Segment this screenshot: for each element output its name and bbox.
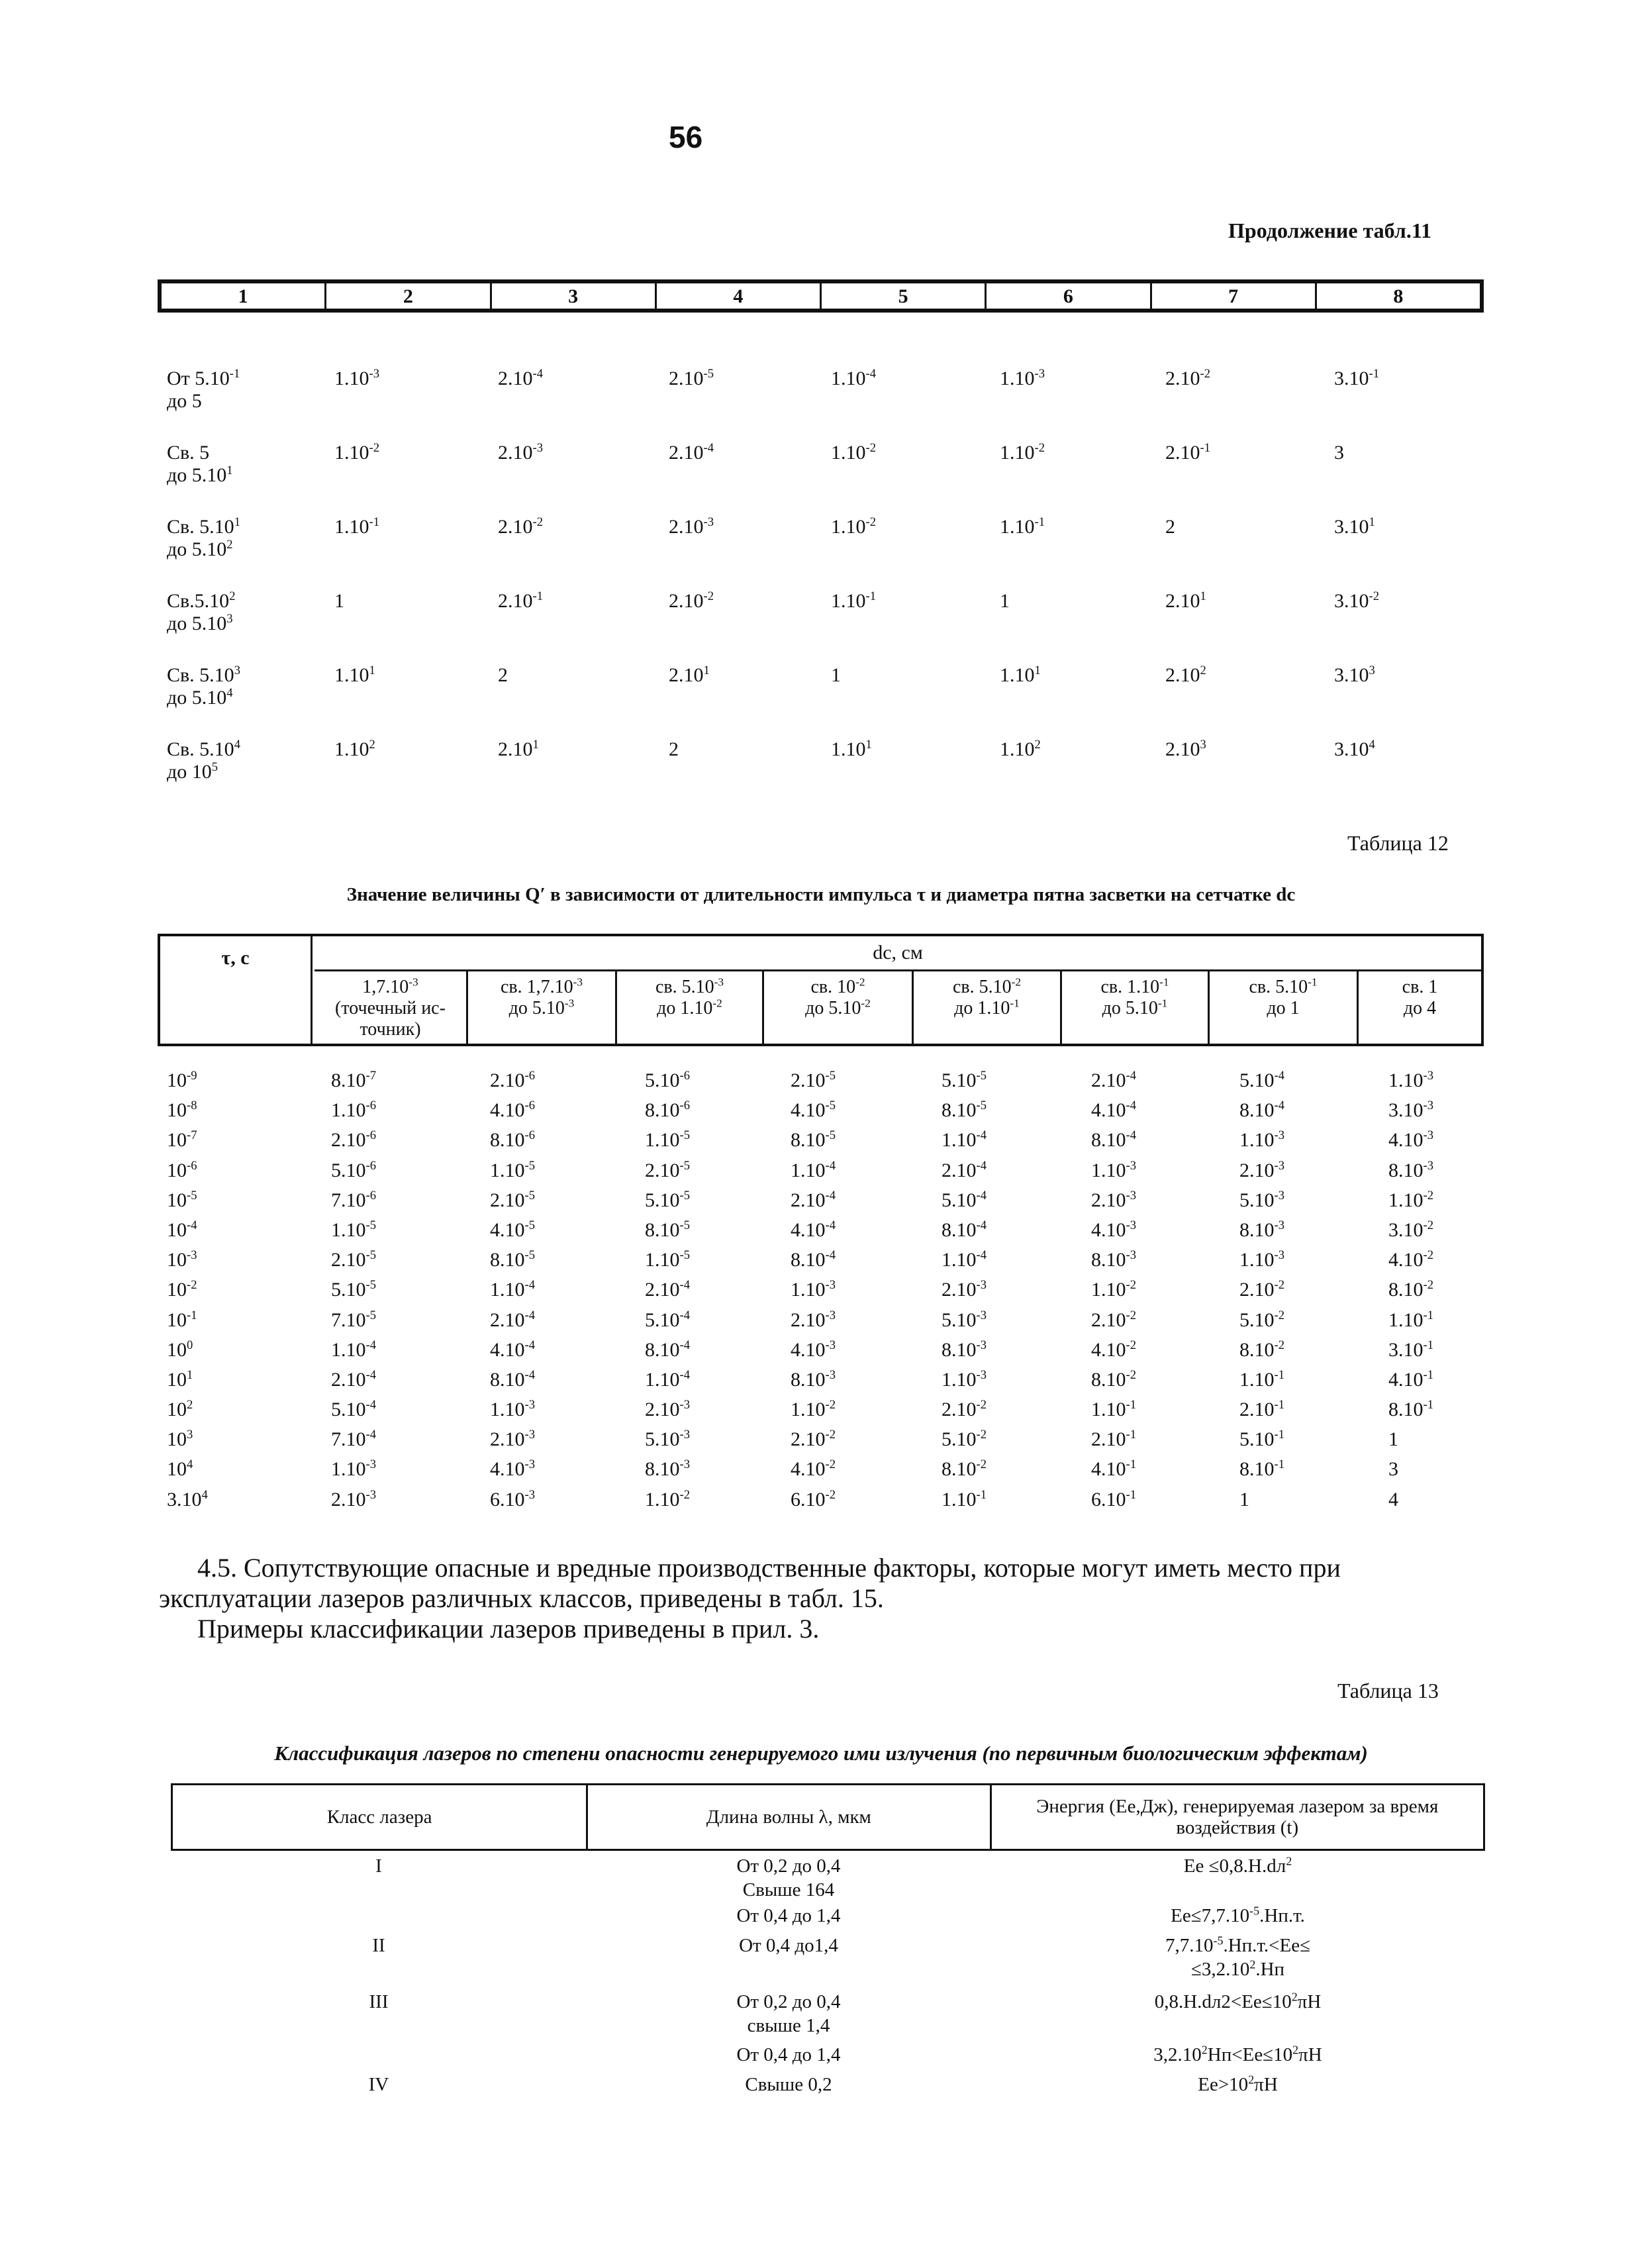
table12-value-cell: $2.10^{-4}$ (331, 1367, 376, 1391)
table12-tau-cell: $10^{-2}$ (167, 1278, 197, 1301)
table11-range-cell: От $5.10^{-1}$ до 5 (167, 367, 240, 412)
table12-value-cell: $2.10^{-1}$ (1091, 1428, 1136, 1451)
table13-label: Таблица 13 (1337, 1679, 1439, 1702)
table13-column-header: Длина волны λ, мкм (588, 1785, 991, 1849)
table11-value-cell: 1 (1000, 590, 1010, 612)
table12-value-cell: $5.10^{-2}$ (1239, 1308, 1284, 1331)
table11-range-cell: Св. 5.10$^3$ до 5.10$^4$ (167, 664, 240, 709)
table12-value-cell: $1.10^{-2}$ (645, 1487, 690, 1510)
table12-value-cell: $5.10^{-5}$ (331, 1278, 376, 1301)
table12-value-cell: $4.10^{-6}$ (490, 1099, 535, 1122)
table12-tau-cell: $10^2$ (167, 1398, 193, 1421)
table12-tau-cell: $10^{-7}$ (167, 1128, 197, 1152)
table12-value-cell: $1.10^{-2}$ (791, 1398, 836, 1421)
table13-title: Классификация лазеров по степени опасности генерируемого ими излучения (по первичным биологическим эффектам) (274, 1742, 1368, 1765)
table12-value-cell: $1.10^{-3}$ (331, 1457, 376, 1481)
table12-value-cell: $3.10^{-1}$ (1388, 1338, 1433, 1361)
table12-value-cell: $2.10^{-4}$ (791, 1188, 836, 1211)
table12-value-cell: $8.10^{-2}$ (942, 1457, 987, 1481)
paragraph-line: эксплуатации лазеров различных классов, приведены в табл. 15. (159, 1583, 884, 1613)
table13-energy-cell: Eе $\le 0,8.H.dл^2$ (1183, 1854, 1292, 1877)
table11-column-header: 5 (822, 283, 987, 309)
table11-value-cell: 1 (831, 664, 841, 686)
table12-value-cell: $1.10^{-1}$ (1239, 1367, 1284, 1391)
table12-tau-cell: $10^{-3}$ (167, 1248, 197, 1271)
table12-subheader: св. $1.10^{-1}$ до $5.10^{-1}$ (1062, 971, 1210, 1044)
table11-continuation-caption: Продолжение табл.11 (1228, 219, 1432, 242)
table12-value-cell: $2.10^{-3}$ (645, 1398, 690, 1421)
table11-value-cell: 3.10$^4$ (1334, 738, 1375, 760)
table11-column-header: 4 (657, 283, 822, 309)
table11-value-cell: $2.10^{-4}$ (498, 367, 543, 389)
table11-column-header: 3 (492, 283, 657, 309)
table13-column-header: Энергия (Eе,Дж), генерируемая лазером за время воздействия (t) (1036, 1796, 1439, 1838)
table11-value-cell: $3.10^{-1}$ (1334, 367, 1379, 389)
table13-class-cell: III (369, 1991, 389, 2012)
table12-value-cell: $4.10^{-2}$ (1091, 1338, 1136, 1361)
table12-value-cell: $2.10^{-1}$ (1239, 1398, 1284, 1421)
table12-value-cell: $8.10^{-5}$ (942, 1099, 987, 1122)
table11-value-cell: $1.10^{-4}$ (831, 367, 876, 389)
table12-value-cell: $8.10^{-5}$ (490, 1248, 535, 1271)
table12-value-cell: $5.10^{-6}$ (645, 1069, 690, 1091)
table12-value-cell: $1.10^{-3}$ (942, 1367, 987, 1391)
table11-value-cell: 2 (669, 738, 679, 760)
table11-value-cell: $1.10^{-2}$ (831, 515, 876, 538)
table-row (0, 589, 1379, 650)
table13-wavelength-cell: От 0,4 до1,4 (739, 1935, 838, 1956)
table12-value-cell: $4.10^{-5}$ (490, 1218, 535, 1241)
table11-value-cell: $1.10^{-3}$ (1000, 367, 1045, 389)
table11-value-cell: 1 (334, 590, 344, 612)
table-row (167, 1309, 1491, 1339)
table12-value-cell: $8.10^{-2}$ (1239, 1338, 1284, 1361)
table-row (167, 1159, 1491, 1189)
table12-value-cell: $5.10^{-4}$ (942, 1188, 987, 1211)
table12-value-cell: $8.10^{-2}$ (1388, 1278, 1433, 1301)
table12-value-cell: $1.10^{-4}$ (645, 1367, 690, 1391)
table12-value-cell: $5.10^{-5}$ (942, 1069, 987, 1091)
table-row (167, 1399, 1491, 1428)
table11-column-header: 8 (1393, 285, 1404, 307)
table12-value-cell: $4.10^{-4}$ (1091, 1099, 1136, 1122)
table11-value-cell: 3 (1334, 442, 1344, 464)
table12-value-cell: $1.10^{-6}$ (331, 1099, 376, 1122)
table11-value-cell: $2.10^{-3}$ (669, 515, 714, 538)
table12-value-cell: $2.10^{-3}$ (331, 1487, 376, 1510)
table12-value-cell: $6.10^{-2}$ (791, 1487, 836, 1510)
table13-energy-cell: $3,2.10^2Hп<Eе\le 10^2\pi H$ (1153, 2043, 1322, 2065)
table12-value-cell: $5.10^{-2}$ (942, 1428, 987, 1451)
table12-title: Значение величины Q′ в зависимости от длительности импульса τ и диаметра пятна засветки на сетчатке dс (346, 884, 1296, 905)
table12-tau-cell: $10^{-5}$ (167, 1188, 197, 1211)
table12-value-cell: $5.10^{-4}$ (645, 1308, 690, 1331)
table12-value-cell: $1.10^{-5}$ (331, 1218, 376, 1241)
table11-range-cell: Св. 5.10$^4$ до $10^5$ (167, 738, 240, 783)
table11-column-header: 6 (987, 283, 1151, 309)
table12-value-cell: $2.10^{-3}$ (1239, 1158, 1284, 1181)
table12-dc-header: dс, см (314, 936, 1481, 971)
table11-value-cell: $2.10^{-2}$ (498, 515, 543, 538)
table12-tau-cell: 3.10$^4$ (167, 1487, 208, 1510)
table11-value-cell: $2.10^{-2}$ (669, 589, 714, 612)
table-row (0, 738, 1375, 798)
table12-value-cell: $4.10^{-3}$ (791, 1338, 836, 1361)
table12-value-cell: $1.10^{-4}$ (942, 1128, 987, 1152)
table12-value-cell: 3 (1388, 1458, 1398, 1481)
table12-value-cell: $4.10^{-2}$ (791, 1457, 836, 1481)
table11-value-cell: $1.10^{-2}$ (1000, 441, 1045, 464)
table12-value-cell: $8.10^{-5}$ (645, 1218, 690, 1241)
table12-tau-cell: $10^{-6}$ (167, 1158, 197, 1181)
table12-value-cell: $1.10^{-3}$ (1239, 1128, 1284, 1152)
table12-value-cell: $4.10^{-3}$ (1388, 1128, 1433, 1152)
table12-tau-cell: $10^1$ (167, 1367, 193, 1391)
table12-value-cell: $5.10^{-5}$ (645, 1188, 690, 1211)
table12-value-cell: $2.10^{-3}$ (942, 1278, 987, 1301)
table11-value-cell: $2.10^{-4}$ (669, 441, 714, 464)
table12-value-cell: $6.10^{-1}$ (1091, 1487, 1136, 1510)
table-row (167, 1489, 1491, 1518)
table13-wavelength-cell: От 0,4 до 1,4 (736, 1905, 841, 1926)
table11-value-cell: 1.10$^2$ (1000, 738, 1041, 760)
table12-value-cell: $8.10^{-6}$ (645, 1099, 690, 1122)
table12-subheader: св. 1 до 4 (1402, 977, 1438, 1018)
table11-value-cell: 1.10$^1$ (334, 664, 375, 686)
table12-value-cell: $8.10^{-4}$ (942, 1218, 987, 1241)
table12-value-cell: $8.10^{-4}$ (645, 1338, 690, 1361)
table12-value-cell: $4.10^{-3}$ (490, 1457, 535, 1481)
table-row (167, 1189, 1491, 1219)
table12-value-cell: $1.10^{-4}$ (331, 1338, 376, 1361)
table12-value-cell: $1.10^{-4}$ (942, 1248, 987, 1271)
table12-value-cell: $1.10^{-3}$ (1388, 1069, 1433, 1091)
table13-energy-cell: $Eе>10^2\pi H$ (1198, 2073, 1278, 2095)
table12-value-cell: $8.10^{-3}$ (645, 1457, 690, 1481)
table11-column-header: 2 (326, 283, 491, 309)
table12-subheader: св. $5.10^{-1}$ до 1 (1210, 971, 1359, 1044)
table12-value-cell: $8.10^{-3}$ (942, 1338, 987, 1361)
table12-tau-cell: $10^3$ (167, 1428, 193, 1451)
table11-value-cell: 2.10$^1$ (498, 738, 539, 760)
table12-value-cell: $4.10^{-4}$ (490, 1338, 535, 1361)
table12-value-cell: $4.10^{-1}$ (1091, 1457, 1136, 1481)
table12-value-cell: $1.10^{-4}$ (791, 1158, 836, 1181)
table13-wavelength-cell: От 0,4 до 1,4 (736, 2044, 841, 2065)
table-row (0, 515, 1375, 575)
table12-value-cell: $7.10^{-6}$ (331, 1188, 376, 1211)
table12-value-cell: $6.10^{-3}$ (490, 1487, 535, 1510)
table11-column-header: 1 (162, 283, 326, 309)
table12-value-cell: $2.10^{-2}$ (1239, 1278, 1284, 1301)
table12-tau-cell: $10^{-8}$ (167, 1099, 197, 1122)
table12-value-cell: $2.10^{-6}$ (331, 1128, 376, 1152)
table11-value-cell: 2.10$^1$ (669, 664, 710, 686)
table12-subheader: св. $10^{-2}$ до $5.10^{-2}$ (764, 971, 914, 1044)
table11-value-cell: 1.10$^1$ (831, 738, 872, 760)
table12-value-cell: $3.10^{-3}$ (1388, 1099, 1433, 1122)
table12-value-cell: $1.10^{-1}$ (942, 1487, 987, 1510)
table12-value-cell: $5.10^{-3}$ (645, 1428, 690, 1451)
table12-value-cell: $8.10^{-5}$ (791, 1128, 836, 1152)
table12-value-cell: $2.10^{-4}$ (490, 1308, 535, 1331)
table11-value-cell: $1.10^{-2}$ (831, 441, 876, 464)
table-row (167, 1099, 1491, 1129)
table12-value-cell: $5.10^{-6}$ (331, 1158, 376, 1181)
table-row (0, 367, 1379, 427)
table13-energy-cell: $7,7.10^{-5}.Hп.т.<Eе\le$ $\le 3,2.10^2.Hп$ (1165, 1934, 1311, 1980)
table13-wavelength-cell: От 0,2 до 0,4 Свыше 164 (736, 1855, 841, 1900)
table12-value-cell: $1.10^{-1}$ (1388, 1308, 1433, 1331)
table12-header (158, 934, 1484, 1046)
table12-tau-cell: $10^{-4}$ (167, 1218, 197, 1241)
table11-value-cell: $1.10^{-3}$ (334, 367, 379, 389)
table11-value-cell: $2.10^{-1}$ (1165, 441, 1210, 464)
table12-value-cell: $8.10^{-3}$ (1091, 1248, 1136, 1271)
table12-value-cell: $4.10^{-4}$ (791, 1218, 836, 1241)
table11-value-cell: $1.10^{-1}$ (1000, 515, 1045, 538)
table11-value-cell: $1.10^{-2}$ (334, 441, 379, 464)
table11-value-cell: 2 (498, 664, 508, 686)
table12-value-cell: $8.10^{-4}$ (1239, 1099, 1284, 1122)
table-row (0, 441, 1344, 501)
table12-tau-cell: $10^4$ (167, 1457, 193, 1481)
paragraph-4-5 (159, 1553, 1490, 1644)
table12-value-cell: $2.10^{-4}$ (1091, 1069, 1136, 1091)
table11-value-cell: 1.10$^1$ (1000, 664, 1041, 686)
table13-energy-cell: $0,8.H.dл2<Eе\le 10^2\pi H$ (1154, 1990, 1322, 2012)
table12-value-cell: $1.10^{-3}$ (1239, 1248, 1284, 1271)
table12-value-cell: $7.10^{-5}$ (331, 1308, 376, 1331)
table12-value-cell: $4.10^{-5}$ (791, 1099, 836, 1122)
table13-column-header: Класс лазера (173, 1785, 588, 1849)
table-row (0, 664, 1375, 724)
table13-header (171, 1783, 1485, 1851)
table12-value-cell: $8.10^{-1}$ (1388, 1398, 1433, 1421)
table12-value-cell: $8.10^{-3}$ (1239, 1218, 1284, 1241)
table12-value-cell: $5.10^{-1}$ (1239, 1428, 1284, 1451)
table11-value-cell: $2.10^{-1}$ (498, 589, 543, 612)
table12-value-cell: $8.10^{-4}$ (490, 1367, 535, 1391)
table12-subheader: св. $1,7.10^{-3}$ до $5.10^{-3}$ (468, 971, 617, 1044)
table12-value-cell: $1.10^{-3}$ (1091, 1158, 1136, 1181)
table12-tau-cell: $10^0$ (167, 1338, 193, 1361)
table11-value-cell: $1.10^{-1}$ (334, 515, 379, 538)
table12-value-cell: $1.10^{-1}$ (1091, 1398, 1136, 1421)
table12-value-cell: $2.10^{-6}$ (490, 1069, 535, 1091)
table11-value-cell: $1.10^{-1}$ (831, 589, 876, 612)
table11-value-cell: 2.10$^2$ (1165, 664, 1206, 686)
table12-body (167, 1069, 1491, 1518)
table12-value-cell: 1 (1388, 1428, 1398, 1451)
table12-value-cell: $8.10^{-3}$ (1388, 1158, 1433, 1181)
table11-value-cell: 2.10$^3$ (1165, 738, 1206, 760)
table13-wavelength-cell: Свыше 0,2 (745, 2074, 832, 2095)
table13-class-cell: I (375, 1855, 382, 1877)
table13-class-cell: II (372, 1935, 385, 1956)
table12-value-cell: 1 (1239, 1488, 1249, 1510)
table12-value-cell: $4.10^{-3}$ (1091, 1218, 1136, 1241)
table-row (167, 1279, 1491, 1308)
table11-value-cell: $2.10^{-2}$ (1165, 367, 1210, 389)
table12-subheader: св. $5.10^{-3}$ до $1.10^{-2}$ (617, 971, 764, 1044)
table-row (167, 1369, 1491, 1399)
table12-value-cell: $4.10^{-2}$ (1388, 1248, 1433, 1271)
table11-value-cell: 2 (1165, 516, 1175, 538)
table11-range-cell: Св. 5 до 5.10$^1$ (167, 442, 233, 486)
table-row (167, 1219, 1491, 1249)
table13-class-cell: IV (368, 2074, 389, 2095)
table12-value-cell: $1.10^{-4}$ (490, 1278, 535, 1301)
table12-value-cell: $4.10^{-1}$ (1388, 1367, 1433, 1391)
table12-value-cell: $1.10^{-3}$ (791, 1278, 836, 1301)
table13-energy-cell: $Eе\le 7,7.10^{-5}.Hп.т$. (1171, 1904, 1305, 1926)
table12-value-cell: $2.10^{-4}$ (942, 1158, 987, 1181)
table-row (167, 1339, 1491, 1369)
table12-value-cell: $2.10^{-5}$ (645, 1158, 690, 1181)
table11-value-cell: 1.10$^2$ (334, 738, 375, 760)
table12-value-cell: $2.10^{-5}$ (791, 1069, 836, 1091)
table12-value-cell: $2.10^{-5}$ (490, 1188, 535, 1211)
table12-value-cell: $2.10^{-5}$ (331, 1248, 376, 1271)
table-row (167, 1458, 1491, 1488)
table12-value-cell: $8.10^{-7}$ (331, 1069, 376, 1091)
table12-value-cell: $1.10^{-2}$ (1388, 1188, 1433, 1211)
table12-value-cell: $2.10^{-3}$ (1091, 1188, 1136, 1211)
table12-value-cell: $8.10^{-1}$ (1239, 1457, 1284, 1481)
table11-value-cell: $2.10^{-5}$ (669, 367, 714, 389)
table12-value-cell: $1.10^{-3}$ (490, 1398, 535, 1421)
table12-value-cell: $7.10^{-4}$ (331, 1428, 376, 1451)
table12-tau-cell: $10^{-1}$ (167, 1308, 197, 1331)
table12-value-cell: $5.10^{-3}$ (942, 1308, 987, 1331)
table12-value-cell: $8.10^{-4}$ (791, 1248, 836, 1271)
table12-value-cell: $8.10^{-2}$ (1091, 1367, 1136, 1391)
table11-value-cell: 3.10$^1$ (1334, 515, 1375, 538)
table12-value-cell: $8.10^{-3}$ (791, 1367, 836, 1391)
table12-value-cell: $1.10^{-2}$ (1091, 1278, 1136, 1301)
table12-value-cell: $3.10^{-2}$ (1388, 1218, 1433, 1241)
table12-value-cell: $8.10^{-4}$ (1091, 1128, 1136, 1152)
table12-value-cell: $1.10^{-5}$ (490, 1158, 535, 1181)
table12-tau-cell: $10^{-9}$ (167, 1069, 197, 1091)
table12-value-cell: $1.10^{-5}$ (645, 1248, 690, 1271)
table12-value-cell: $8.10^{-6}$ (490, 1128, 535, 1152)
table12-value-cell: $2.10^{-3}$ (791, 1308, 836, 1331)
paragraph-line: Примеры классификации лазеров приведены в прил. 3. (197, 1614, 820, 1644)
table12-value-cell: $2.10^{-4}$ (645, 1278, 690, 1301)
table12-value-cell: $5.10^{-4}$ (1239, 1069, 1284, 1091)
table12-value-cell: $5.10^{-3}$ (1239, 1188, 1284, 1211)
table-row (167, 1428, 1491, 1458)
table12-value-cell: $5.10^{-4}$ (331, 1398, 376, 1421)
table12-subheader: св. $5.10^{-2}$ до $1.10^{-1}$ (914, 971, 1062, 1044)
table11-value-cell: 3.10$^3$ (1334, 664, 1375, 686)
table12-value-cell: $2.10^{-2}$ (791, 1428, 836, 1451)
table11-value-cell: 2.10$^1$ (1165, 589, 1206, 612)
table11-column-header: 7 (1152, 283, 1317, 309)
table12-value-cell: $1.10^{-5}$ (645, 1128, 690, 1152)
table-row (167, 1249, 1491, 1279)
table11-range-cell: Св.5.10$^2$ до 5.10$^3$ (167, 589, 236, 634)
table12-value-cell: $2.10^{-2}$ (1091, 1308, 1136, 1331)
page-number: 56 (669, 120, 703, 154)
table12-tau-header: τ, с (160, 936, 313, 1044)
table12-label: Таблица 12 (1347, 831, 1449, 855)
table11-range-cell: Св. 5.10$^1$ до 5.10$^2$ (167, 515, 240, 560)
table11-value-cell: $2.10^{-3}$ (498, 441, 543, 464)
paragraph-line: 4.5. Сопутствующие опасные и вредные производственные факторы, которые могут иметь место при (197, 1553, 1341, 1583)
table11-value-cell: $3.10^{-2}$ (1334, 589, 1379, 612)
table12-value-cell: $2.10^{-3}$ (490, 1428, 535, 1451)
table12-value-cell: 4 (1388, 1488, 1398, 1510)
table-row (167, 1129, 1491, 1159)
table12-subheader: $1,7.10^{-3}$ (точечный ис- точник) (314, 971, 468, 1044)
table13-wavelength-cell: От 0,2 до 0,4 свыше 1,4 (736, 1991, 841, 2036)
table11-header-row (158, 279, 1484, 313)
table12-value-cell: $2.10^{-2}$ (942, 1398, 987, 1421)
table-row (167, 1069, 1491, 1099)
